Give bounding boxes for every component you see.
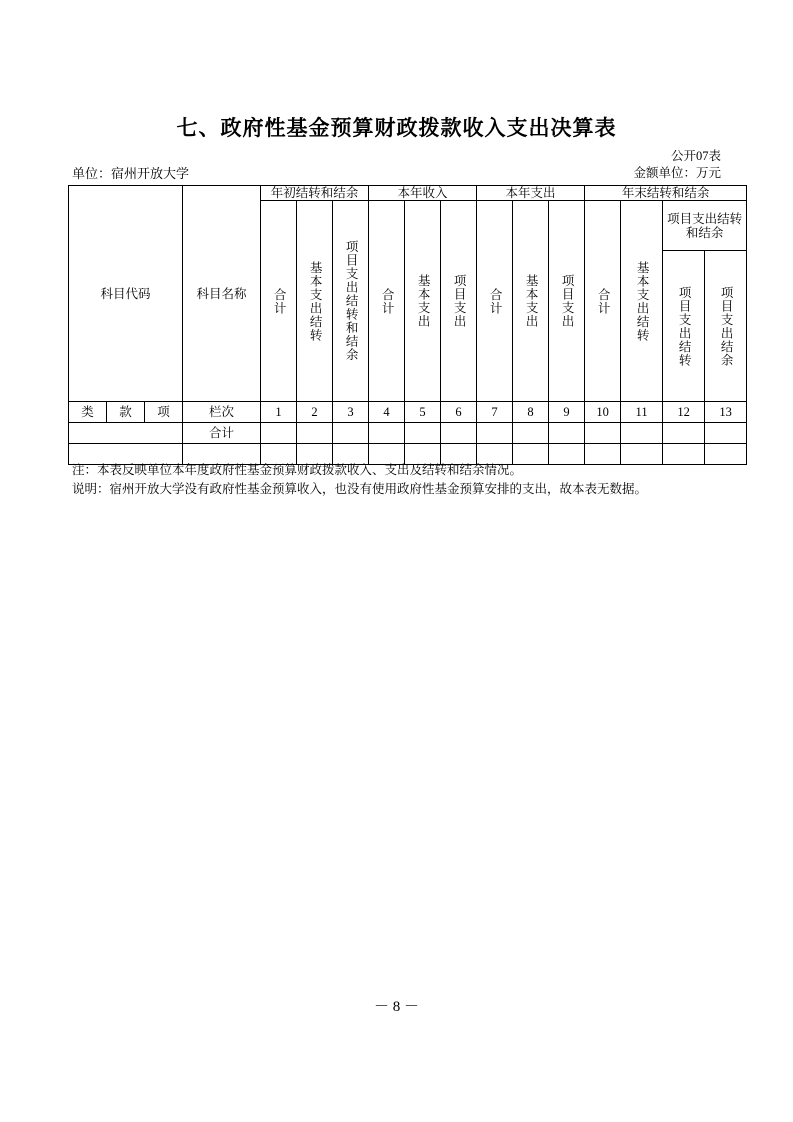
cell-5 (405, 423, 441, 444)
col-number-7: 7 (477, 402, 513, 423)
cell-4 (369, 423, 405, 444)
cell-1 (261, 423, 297, 444)
group-header-current-income: 本年收入 (369, 186, 477, 201)
subheader-income-total: 合计 (369, 201, 405, 402)
page-title: 七、政府性基金预算财政拨款收入支出决算表 (176, 116, 617, 140)
footnotes (72, 461, 732, 500)
col-number-10: 10 (585, 402, 621, 423)
subheader-closing-total: 合计 (585, 201, 621, 402)
row-label-total: 合计 (183, 423, 261, 444)
subheader-expenditure-basic: 基本支出 (513, 201, 549, 402)
code-subheader-kuan: 款 (107, 402, 145, 423)
budget-table (68, 185, 747, 465)
cell-3 (333, 423, 369, 444)
cell-10 (585, 423, 621, 444)
subheader-opening-total: 合计 (261, 201, 297, 402)
col-number-11: 11 (621, 402, 663, 423)
amount-unit: 金额单位：万元 (633, 166, 721, 180)
group-header-opening-balance: 年初结转和结余 (261, 186, 369, 201)
subgroup-project-carryover-balance: 项目支出结转和结余 (663, 201, 747, 251)
table-group-header-row (69, 186, 747, 201)
code-subheader-lei: 类 (69, 402, 107, 423)
col-number-1: 1 (261, 402, 297, 423)
subheader-opening-basic-carryover: 基本支出结转 (297, 201, 333, 402)
page-number: － 8 － (373, 999, 419, 1015)
group-header-closing-balance: 年末结转和结余 (585, 186, 747, 201)
col-number-8: 8 (513, 402, 549, 423)
subheader-income-project: 项目支出 (441, 201, 477, 402)
cell-7 (477, 423, 513, 444)
header-subject-code: 科目代码 (69, 186, 183, 402)
cell-6 (441, 423, 477, 444)
col-number-5: 5 (405, 402, 441, 423)
col-number-3: 3 (333, 402, 369, 423)
subheader-expenditure-project: 项目支出 (549, 201, 585, 402)
subheader-expenditure-total: 合计 (477, 201, 513, 402)
cell-11 (621, 423, 663, 444)
public-form-number: 公开07表 (670, 149, 721, 163)
col-number-2: 2 (297, 402, 333, 423)
cell-9 (549, 423, 585, 444)
subheader-income-basic: 基本支出 (405, 201, 441, 402)
col-number-13: 13 (705, 402, 747, 423)
footnote-note: 注：本表反映单位本年度政府性基金预算财政拨款收入、支出及结转和结余情况。 (72, 463, 523, 477)
footnote-explanation: 说明：宿州开放大学没有政府性基金预算收入，也没有使用政府性基金预算安排的支出，故本表无数据。 (72, 482, 648, 497)
cell-12 (663, 423, 705, 444)
table-column-number-row (69, 402, 747, 423)
cell-13 (705, 423, 747, 444)
subheader-closing-project-carryover: 项目支出结转 (663, 251, 705, 402)
unit-name: 单位：宿州开放大学 (72, 166, 190, 181)
subheader-closing-project-balance: 项目支出结余 (705, 251, 747, 402)
cell-8 (513, 423, 549, 444)
code-subheader-xiang: 项 (145, 402, 183, 423)
col-number-9: 9 (549, 402, 585, 423)
row-code-empty (69, 423, 183, 444)
group-header-current-expenditure: 本年支出 (477, 186, 585, 201)
cell-2 (297, 423, 333, 444)
subheader-closing-basic-carryover: 基本支出结转 (621, 201, 663, 402)
table-row (69, 423, 747, 444)
col-number-12: 12 (663, 402, 705, 423)
subheader-opening-project-carryover-balance: 项目支出结转和结余 (333, 201, 369, 402)
col-number-4: 4 (369, 402, 405, 423)
header-subject-name: 科目名称 (183, 186, 261, 402)
col-number-6: 6 (441, 402, 477, 423)
row-label-header: 栏次 (183, 402, 261, 423)
